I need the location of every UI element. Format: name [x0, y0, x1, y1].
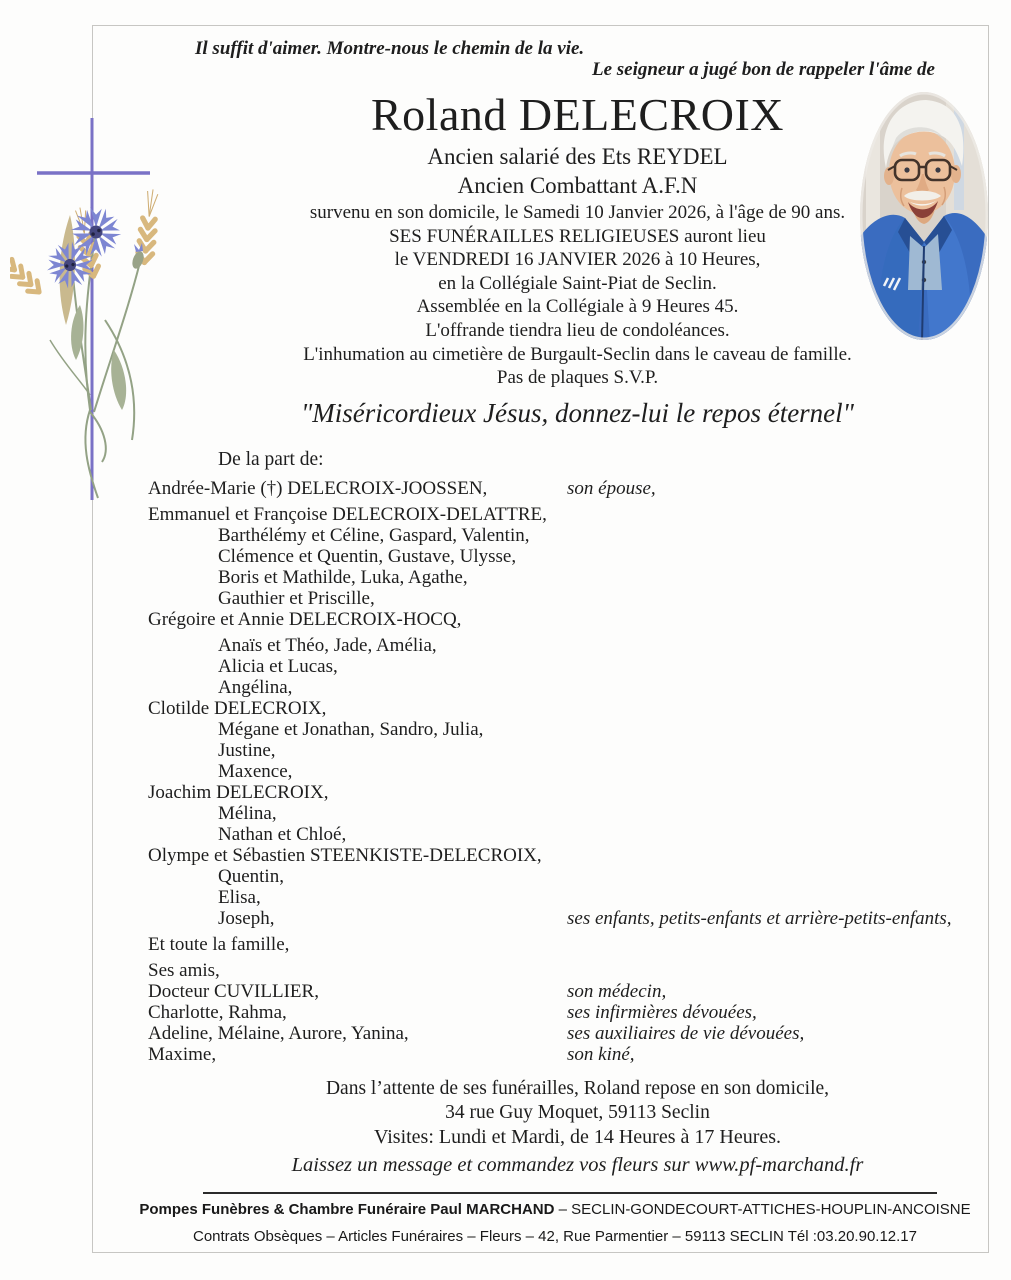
- family-name: Mélina,: [218, 803, 277, 824]
- family-row: [148, 740, 958, 761]
- deceased-subtitle-1: Ancien salarié des Ets REYDEL: [427, 144, 728, 169]
- announcement-line: SES FUNÉRAILLES RELIGIEUSES auront lieu: [389, 225, 766, 247]
- family-row: [148, 677, 958, 698]
- family-name: Clémence et Quentin, Gustave, Ulysse,: [218, 546, 517, 567]
- announcement-line: L'inhumation au cimetière de Burgault-Seclin dans le caveau de famille.: [303, 343, 852, 365]
- relation-note: ses infirmières dévouées,: [567, 1002, 757, 1023]
- family-row: [148, 698, 958, 719]
- family-name: Emmanuel et Françoise DELECROIX-DELATTRE,: [148, 504, 547, 525]
- closing-line-address: 34 rue Guy Moquet, 59113 Seclin: [445, 1102, 710, 1123]
- epigraph-left: Il suffit d'aimer. Montre-nous le chemin de la vie.: [195, 38, 585, 59]
- relation-note: ses enfants, petits-enfants et arrière-petits-enfants,: [567, 908, 952, 929]
- family-row: [148, 478, 958, 499]
- family-row: [148, 1044, 958, 1065]
- family-name: Boris et Mathilde, Luka, Agathe,: [218, 567, 468, 588]
- family-name: Elisa,: [218, 887, 261, 908]
- family-row: [148, 803, 958, 824]
- relation-note: ses auxiliaires de vie dévouées,: [567, 1023, 805, 1044]
- footer-line-2: Contrats Obsèques – Articles Funéraires – Fleurs – 42, Rue Parmentier – 59113 SECLIN Tél :03.20.90.12.17: [192, 1228, 917, 1245]
- cross-and-flowers-icon: [10, 110, 190, 510]
- family-name: Anaïs et Théo, Jade, Amélia,: [218, 635, 437, 656]
- family-row: [148, 525, 958, 546]
- relation-note: son médecin,: [567, 981, 667, 1002]
- announcement-line: Assemblée en la Collégiale à 9 Heures 45.: [416, 296, 739, 318]
- family-name: Justine,: [218, 740, 276, 761]
- relation-note: son kiné,: [567, 1044, 635, 1065]
- family-name: Gauthier et Priscille,: [218, 588, 375, 609]
- wheat-icon: [10, 189, 159, 306]
- family-row: [148, 567, 958, 588]
- funeral-home-name: Pompes Funèbres & Chambre Funéraire Paul MARCHAND: [139, 1201, 555, 1218]
- family-row: [148, 635, 958, 656]
- family-row: [148, 656, 958, 677]
- family-row: [148, 845, 958, 866]
- cross-icon: [37, 118, 150, 500]
- family-row: [148, 782, 958, 803]
- family-row: [148, 981, 958, 1002]
- family-name: Ses amis,: [148, 960, 220, 981]
- from-label: De la part de:: [218, 449, 324, 470]
- family-name: Mégane et Jonathan, Sandro, Julia,: [218, 719, 484, 740]
- family-name: Nathan et Chloé,: [218, 824, 347, 845]
- family-name: Joachim DELECROIX,: [148, 782, 329, 803]
- family-name: Et toute la famille,: [148, 934, 290, 955]
- family-name: Joseph,: [218, 908, 275, 929]
- family-list: [148, 478, 958, 1065]
- family-name: Andrée-Marie (†) DELECROIX-JOOSSEN,: [148, 478, 488, 499]
- epigraph-right: Le seigneur a jugé bon de rappeler l'âme de: [591, 59, 935, 80]
- announcement-line: en la Collégiale Saint-Piat de Seclin.: [438, 272, 717, 294]
- family-name: Maxence,: [218, 761, 293, 782]
- relation-note: son épouse,: [567, 478, 656, 499]
- deceased-subtitle-2: Ancien Combattant A.F.N: [457, 173, 698, 198]
- deceased-name: Roland DELECROIX: [370, 89, 784, 140]
- family-name: Maxime,: [148, 1044, 217, 1065]
- family-row: [148, 504, 958, 525]
- closing-line-visites: Visites: Lundi et Mardi, de 14 Heures à 17 Heures.: [373, 1126, 782, 1148]
- family-name: Clotilde DELECROIX,: [148, 698, 327, 719]
- family-name: Angélina,: [218, 677, 293, 698]
- family-name: Alicia et Lucas,: [218, 656, 338, 677]
- announcement-line: L'offrande tiendra lieu de condoléances.: [425, 319, 730, 341]
- family-name: Grégoire et Annie DELECROIX-HOCQ,: [148, 609, 462, 630]
- divider-rule: [203, 1192, 937, 1194]
- funeral-home-locations: – SECLIN-GONDECOURT-ATTICHES-HOUPLIN-ANCOISNE: [554, 1201, 971, 1218]
- announcement-line: survenu en son domicile, le Samedi 10 Janvier 2026, à l'âge de 90 ans.: [309, 202, 846, 223]
- family-name: Charlotte, Rahma,: [148, 1002, 287, 1023]
- announcement-line: le VENDREDI 16 JANVIER 2026 à 10 Heures,: [394, 249, 761, 271]
- family-name: Quentin,: [218, 866, 284, 887]
- prayer-quote: "Miséricordieux Jésus, donnez-lui le repos éternel": [300, 398, 855, 428]
- closing-line-repose: Dans l’attente de ses funérailles, Roland repose en son domicile,: [325, 1078, 830, 1099]
- cross-and-flowers-art: [10, 110, 190, 515]
- footer-line-1: [120, 1201, 990, 1218]
- family-row: [148, 588, 958, 609]
- flowers-message-line: Laissez un message et commandez vos fleurs sur www.pf-marchand.fr: [291, 1154, 864, 1176]
- announcement-block: [215, 201, 940, 390]
- family-name: Barthélémy et Céline, Gaspard, Valentin,: [218, 525, 530, 546]
- announcement-line: Pas de plaques S.V.P.: [496, 367, 659, 389]
- family-row: [148, 719, 958, 740]
- family-row: [148, 1002, 958, 1023]
- family-name: Olympe et Sébastien STEENKISTE-DELECROIX,: [148, 845, 542, 866]
- family-row: [148, 761, 958, 782]
- family-row: [148, 1023, 958, 1044]
- family-row: [148, 609, 958, 630]
- family-row: [148, 960, 958, 981]
- family-name: Docteur CUVILLIER,: [148, 981, 319, 1002]
- family-row: [148, 887, 958, 908]
- family-row: [148, 934, 958, 955]
- family-row: [148, 546, 958, 567]
- family-row: [148, 824, 958, 845]
- family-name: Adeline, Mélaine, Aurore, Yanina,: [148, 1023, 409, 1044]
- family-row: [148, 866, 958, 887]
- family-row: [148, 908, 958, 929]
